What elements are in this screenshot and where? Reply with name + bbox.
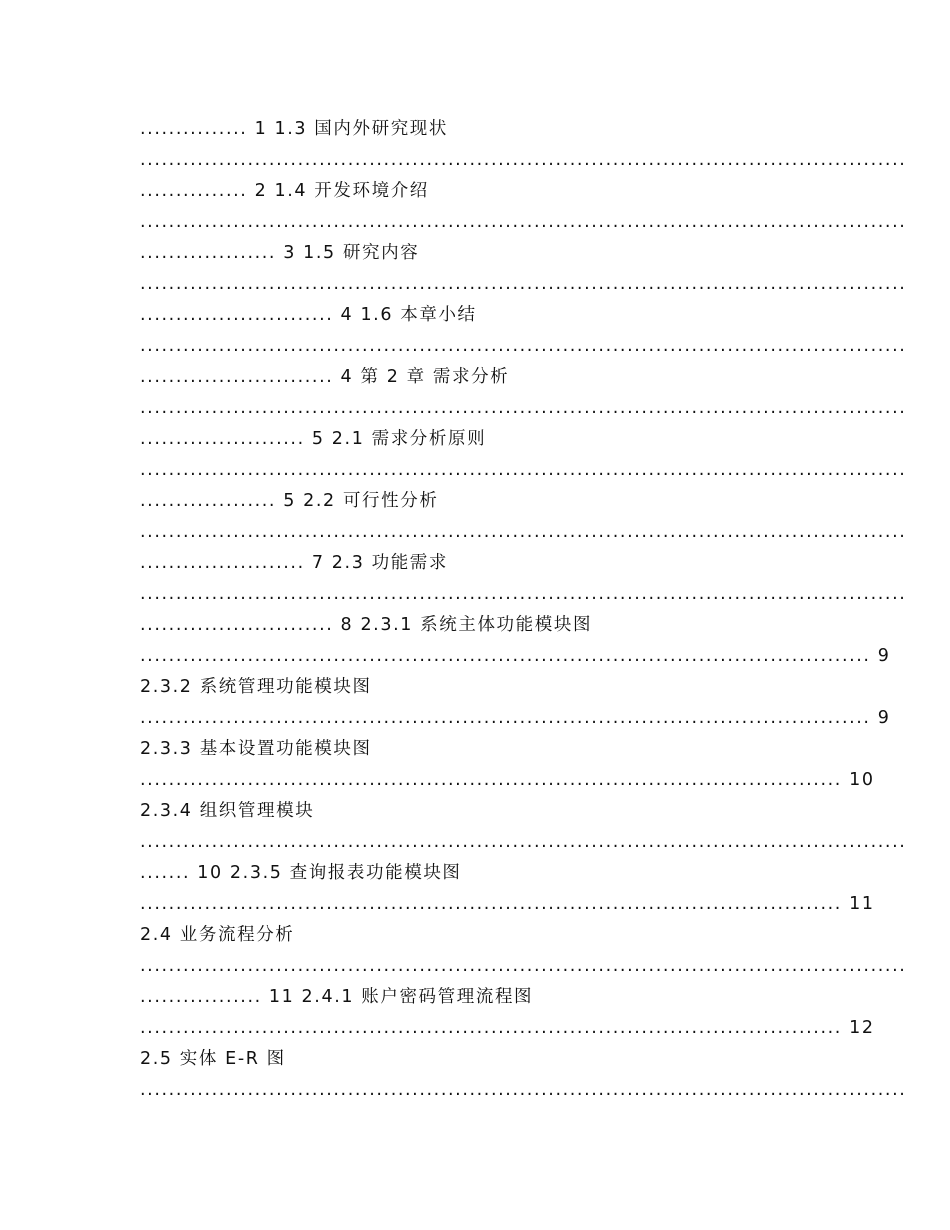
- toc-dot-leader: ...........................................................................................................: [140, 212, 907, 232]
- toc-page: [140, 114, 907, 1106]
- toc-entry-title: 2.4 业务流程分析: [140, 925, 295, 945]
- toc-line: ................... 3 1.5 研究内容: [140, 243, 420, 263]
- toc-dot-leader: ...........................................................................................................: [140, 522, 907, 542]
- toc-line: ................. 11 2.4.1 账户密码管理流程图: [140, 987, 534, 1007]
- toc-dot-leader: ...........................................................................................................: [140, 832, 907, 852]
- toc-line: ....................... 7 2.3 功能需求: [140, 553, 448, 573]
- toc-dot-leader-page: .................................................................................................. 11: [140, 894, 875, 914]
- toc-dot-leader: ...........................................................................................................: [140, 336, 907, 356]
- toc-line: ........................... 4 1.6 本章小结: [140, 305, 477, 325]
- toc-dot-leader: ...........................................................................................................: [140, 956, 907, 976]
- toc-dot-leader-page: .................................................................................................. 12: [140, 1018, 875, 1038]
- toc-entry-title: 2.5 实体 E-R 图: [140, 1049, 286, 1069]
- toc-dot-leader: ...........................................................................................................: [140, 1080, 907, 1100]
- toc-entry-title: 2.3.3 基本设置功能模块图: [140, 739, 372, 759]
- toc-line: ............... 2 1.4 开发环境介绍: [140, 181, 429, 201]
- toc-dot-leader: ...........................................................................................................: [140, 150, 907, 170]
- toc-line: ........................... 4 第 2 章 需求分析: [140, 367, 510, 387]
- toc-dot-leader-page: ...................................................................................................... 9: [140, 708, 891, 728]
- toc-line: ................... 5 2.2 可行性分析: [140, 491, 439, 511]
- toc-dot-leader: ...........................................................................................................: [140, 584, 907, 604]
- toc-line: ....... 10 2.3.5 查询报表功能模块图: [140, 863, 462, 883]
- toc-dot-leader: ...........................................................................................................: [140, 460, 907, 480]
- toc-entry-title: 2.3.2 系统管理功能模块图: [140, 677, 372, 697]
- toc-entry-title: 2.3.4 组织管理模块: [140, 801, 315, 821]
- toc-line: ............... 1 1.3 国内外研究现状: [140, 119, 448, 139]
- toc-dot-leader: ...........................................................................................................: [140, 398, 907, 418]
- toc-dot-leader: ...........................................................................................................: [140, 274, 907, 294]
- toc-dot-leader-page: .................................................................................................. 10: [140, 770, 875, 790]
- toc-dot-leader-page: ...................................................................................................... 9: [140, 646, 891, 666]
- toc-line: ....................... 5 2.1 需求分析原则: [140, 429, 487, 449]
- toc-line: ........................... 8 2.3.1 系统主体功能模块图: [140, 615, 593, 635]
